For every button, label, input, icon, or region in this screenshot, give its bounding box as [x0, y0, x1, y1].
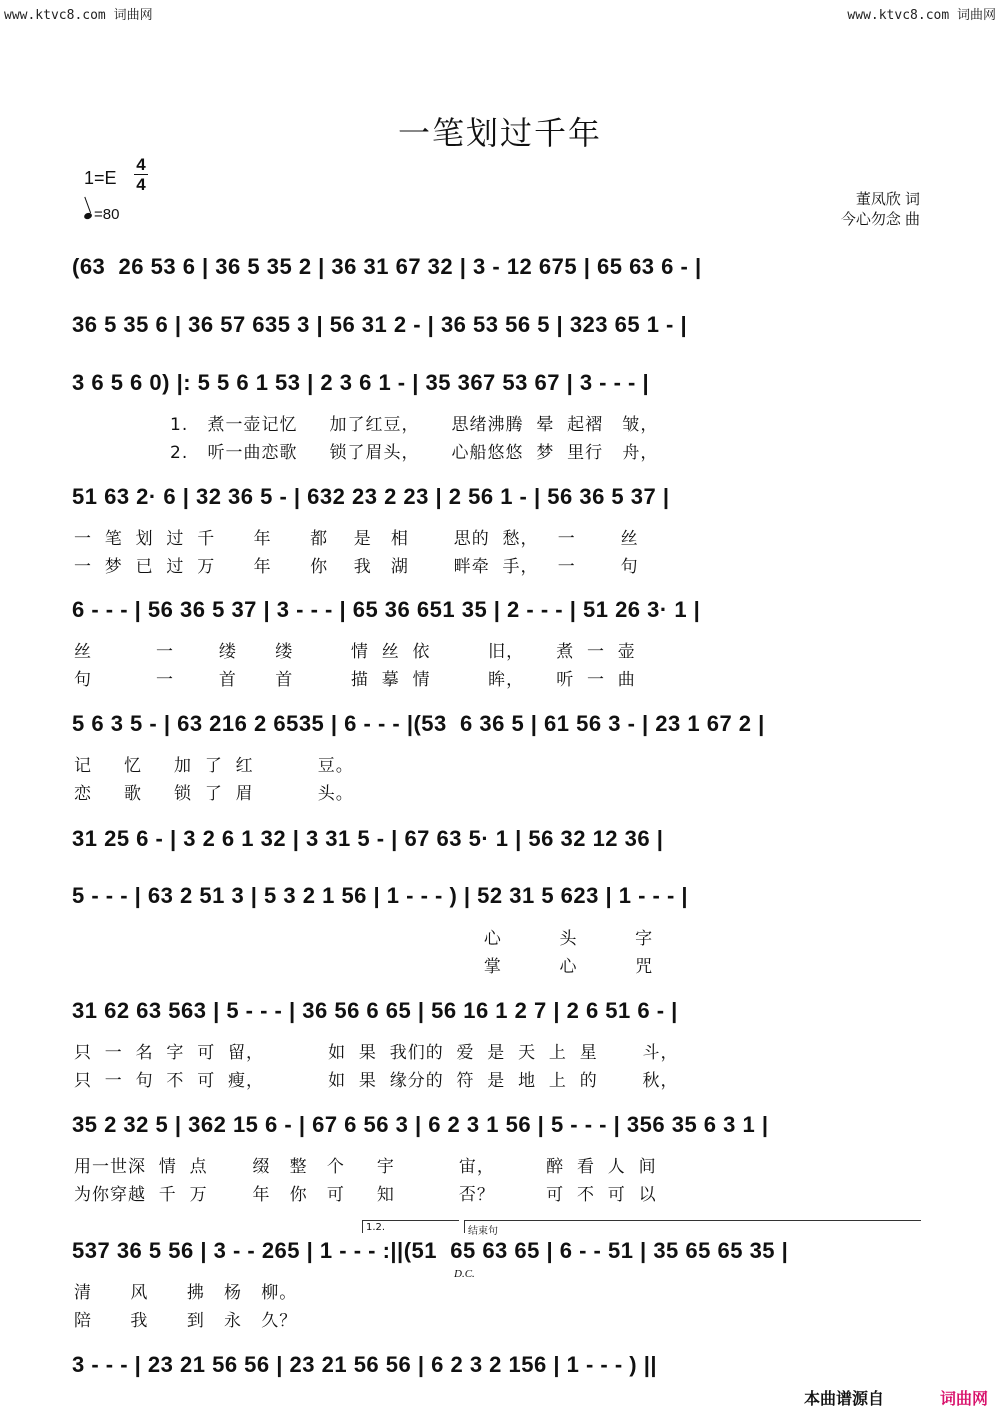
quarter-note-icon	[83, 212, 93, 220]
lyric-line-6b: 恋 歌 锁 了 眉 头。	[74, 784, 354, 804]
lyric-line-9b: 只 一 句 不 可 瘦， 如 果 缘分的 符 是 地 上 的 秋，	[74, 1071, 679, 1091]
tempo-value: =80	[94, 206, 120, 223]
lyric-line-3a: 1. 煮一壶记忆 加了红豆， 思绪沸腾 晕 起褶 皱，	[74, 415, 659, 435]
music-line-2: 36 5 35 6 | 36 57 635 3 | 56 31 2 - | 36 53 56 5 | 323 65 1 - |	[72, 312, 688, 337]
lyric-line-8b: 掌 心 咒	[74, 957, 654, 977]
music-line-1: (63 26 53 6 | 36 5 35 2 | 36 31 67 32 | 3 - 12 675 | 65 63 6 - |	[72, 254, 702, 279]
meter-bottom: 4	[136, 175, 146, 194]
music-line-10: 35 2 32 5 | 362 15 6 - | 67 6 56 3 | 6 2 3 1 56 | 5 - - - | 356 35 6 3 1 |	[72, 1112, 769, 1137]
watermark-left: www.ktvc8.com 词曲网	[4, 8, 153, 23]
watermark-right: www.ktvc8.com 词曲网	[847, 8, 996, 23]
lyric-line-11a: 清 风 拂 杨 柳。	[74, 1283, 298, 1303]
lyricist-credit: 董凤欣 词	[855, 191, 920, 208]
lyric-line-5b: 句 一 首 首 描 摹 情 眸， 听 一 曲	[74, 670, 636, 690]
key-signature: 1=E	[84, 168, 117, 188]
footer-source: 本曲谱源自	[803, 1389, 884, 1408]
lyric-line-8a: 心 头 字	[74, 929, 654, 949]
lyric-line-4b: 一 梦 已 过 万 年 你 我 湖 畔牵 手， 一 句	[74, 557, 639, 577]
tempo-marking	[84, 206, 119, 223]
dc-label: D.C.	[454, 1268, 475, 1280]
music-line-8: 5 - - - | 63 2 51 3 | 5 3 2 1 56 | 1 - - - ) | 52 31 5 623 | 1 - - - |	[72, 883, 689, 908]
song-title: 一笔划过千年	[397, 114, 602, 152]
lyric-line-10b: 为你穿越 千 万 年 你 可 知 否？ 可 不 可 以	[74, 1185, 657, 1205]
composer-credit: 今心勿念 曲	[840, 211, 920, 228]
meter-top: 4	[136, 155, 146, 174]
ending-label: 结束句	[468, 1226, 498, 1237]
music-line-11: 537 36 5 56 | 3 - - 265 | 1 - - - :||(51 65 63 65 | 6 - - 51 | 35 65 65 35 |	[72, 1238, 789, 1263]
time-signature	[134, 156, 148, 193]
lyric-line-3b: 2. 听一曲恋歌 锁了眉头， 心船悠悠 梦 里行 舟，	[74, 443, 659, 463]
lyric-line-11b: 陪 我 到 永 久？	[74, 1311, 298, 1331]
lyric-line-6a: 记 忆 加 了 红 豆。	[74, 756, 354, 776]
music-line-9: 31 62 63 563 | 5 - - - | 36 56 6 65 | 56 16 1 2 7 | 2 6 51 6 - |	[72, 998, 678, 1023]
music-line-12: 3 - - - | 23 21 56 56 | 23 21 56 56 | 6 2 3 2 156 | 1 - - - ) ||	[72, 1352, 658, 1377]
lyric-line-10a: 用一世深 情 点 缀 整 个 宇 宙， 醉 看 人 间	[74, 1157, 657, 1177]
music-line-7: 31 25 6 - | 3 2 6 1 32 | 3 31 5 - | 67 63 5· 1 | 56 32 12 36 |	[72, 826, 664, 851]
music-line-3: 3 6 5 6 0) |: 5 5 6 1 53 | 2 3 6 1 - | 35 367 53 67 | 3 - - - |	[72, 370, 650, 395]
volta-label: 1.2.	[366, 1222, 386, 1233]
lyric-line-4a: 一 笔 划 过 千 年 都 是 相 思的 愁， 一 丝	[74, 529, 639, 549]
music-line-6: 5 6 3 5 - | 63 216 2 6535 | 6 - - - |(53 6 36 5 | 61 56 3 - | 23 1 67 2 |	[72, 711, 765, 736]
music-line-5: 6 - - - | 56 36 5 37 | 3 - - - | 65 36 651 35 | 2 - - - | 51 26 3· 1 |	[72, 597, 701, 622]
lyric-line-9a: 只 一 名 字 可 留， 如 果 我们的 爱 是 天 上 星 斗，	[74, 1043, 679, 1063]
ending-bracket	[464, 1220, 921, 1233]
footer-logo[interactable]: 词曲网	[939, 1389, 988, 1408]
music-line-4: 51 63 2· 6 | 32 36 5 - | 632 23 2 23 | 2 56 1 - | 56 36 5 37 |	[72, 484, 670, 509]
lyric-line-5a: 丝 一 缕 缕 情 丝 依 旧， 煮 一 壶	[74, 642, 636, 662]
